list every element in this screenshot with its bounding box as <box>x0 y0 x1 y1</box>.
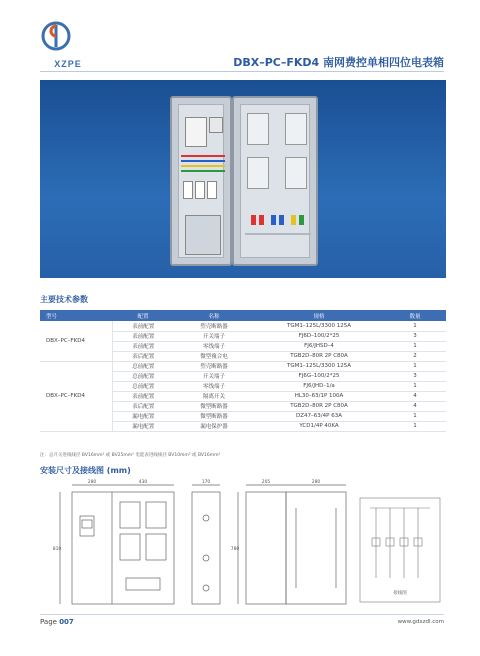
page-title: DBX–PC–FKD4 南网费控单相四位电表箱 <box>233 56 444 69</box>
header-spec: 规格 <box>254 310 384 321</box>
title-divider <box>40 71 444 72</box>
wiring-note: 注：总开关进线线径 BV16mm² 或 BV25mm² 电能表进线线径 BV10mm² 或 BV16mm² <box>40 453 221 458</box>
header-name: 名称 <box>174 310 254 321</box>
spec-cell: HL30–63/1P 100A <box>254 391 384 401</box>
page-number: 007 <box>59 618 74 626</box>
qty-cell: 1 <box>384 421 446 431</box>
dim-rear-height: 780 <box>230 547 240 552</box>
name-cell: 隔离开关 <box>174 391 254 401</box>
config-cell: 表前配置 <box>112 391 174 401</box>
wiring-diagram-caption: 接线图 <box>393 591 407 596</box>
spec-table <box>40 310 446 432</box>
header-config: 配置 <box>112 310 174 321</box>
spec-table-header-row <box>40 310 446 321</box>
qty-cell: 1 <box>384 341 446 351</box>
qty-cell: 1 <box>384 361 446 371</box>
spec-cell: TGB2D–80R 2P C80A <box>254 401 384 411</box>
config-cell: 表后配置 <box>112 351 174 361</box>
spec-cell: YCD1/4P 40KA <box>254 421 384 431</box>
header-qty: 数量 <box>384 310 446 321</box>
page-label: Page <box>40 618 57 626</box>
front-view <box>60 485 174 604</box>
dim-rear-width-left: 205 <box>261 480 271 485</box>
drawing-section-title: 安装尺寸及接线图 (mm) <box>40 466 131 475</box>
qty-cell: 3 <box>384 331 446 341</box>
config-cell: 总前配置 <box>112 361 174 371</box>
side-view <box>192 485 220 604</box>
name-cell: 塑壳断路器 <box>174 361 254 371</box>
config-cell: 表前配置 <box>112 341 174 351</box>
dim-front-height: 810 <box>52 547 62 552</box>
wiring-diagram <box>360 498 440 602</box>
model-cell: DBX–PC–FKD4 <box>40 361 112 431</box>
qty-cell: 1 <box>384 381 446 391</box>
spec-cell: TGB2D–80R 2P C80A <box>254 351 384 361</box>
rear-view <box>238 485 346 604</box>
header-model: 型号 <box>40 310 112 321</box>
name-cell: 微型断路器 <box>174 411 254 421</box>
name-cell: 开关端子 <box>174 371 254 381</box>
name-cell: 漏电保护器 <box>174 421 254 431</box>
website-link[interactable]: www.gdxzdl.com <box>397 619 444 625</box>
qty-cell: 1 <box>384 411 446 421</box>
qty-cell: 3 <box>384 371 446 381</box>
config-cell: 表前配置 <box>112 331 174 341</box>
spec-cell: FJ6/JHD–1/a <box>254 381 384 391</box>
dim-front-width-right: 430 <box>138 480 148 485</box>
model-cell: DBX–PC–FKD4 <box>40 321 112 361</box>
cabinet-left-door <box>170 96 232 266</box>
name-cell: 开关端子 <box>174 331 254 341</box>
brand-name: XZPE <box>54 59 82 69</box>
product-photo <box>40 80 446 278</box>
specs-section-title: 主要技术参数 <box>40 295 88 304</box>
spec-cell: FJ6/JHSD–4 <box>254 341 384 351</box>
spec-cell: TGM1–125L/3300 125A <box>254 361 384 371</box>
company-logo <box>40 20 96 69</box>
config-cell: 总前配置 <box>112 381 174 391</box>
footer-divider <box>40 614 444 615</box>
qty-cell: 4 <box>384 401 446 411</box>
config-cell: 漏电配置 <box>112 411 174 421</box>
name-cell: 零线端子 <box>174 381 254 391</box>
table-row <box>40 361 446 371</box>
dim-rear-width-right: 280 <box>311 480 321 485</box>
spec-cell: FJ6G–100/2*25 <box>254 371 384 381</box>
name-cell: 微型断路器 <box>174 401 254 411</box>
dimension-drawing <box>40 478 446 610</box>
spec-cell: FJ6D–100/2*25 <box>254 331 384 341</box>
name-cell: 零线端子 <box>174 341 254 351</box>
config-cell: 表后配置 <box>112 401 174 411</box>
table-row <box>40 321 446 331</box>
dim-side-depth: 170 <box>201 480 211 485</box>
qty-cell: 1 <box>384 321 446 331</box>
dim-front-width-left: 280 <box>87 480 97 485</box>
config-cell: 漏电配置 <box>112 421 174 431</box>
xzpe-logo-icon <box>40 20 72 52</box>
config-cell: 表前配置 <box>112 321 174 331</box>
qty-cell: 2 <box>384 351 446 361</box>
qty-cell: 4 <box>384 391 446 401</box>
spec-cell: TGM1–125L/3300 125A <box>254 321 384 331</box>
page-indicator <box>40 618 74 626</box>
spec-cell: DZ47–63/4P 63A <box>254 411 384 421</box>
cabinet-right-door <box>232 96 318 266</box>
name-cell: 塑壳断路器 <box>174 321 254 331</box>
config-cell: 总前配置 <box>112 371 174 381</box>
name-cell: 微型複合电 <box>174 351 254 361</box>
